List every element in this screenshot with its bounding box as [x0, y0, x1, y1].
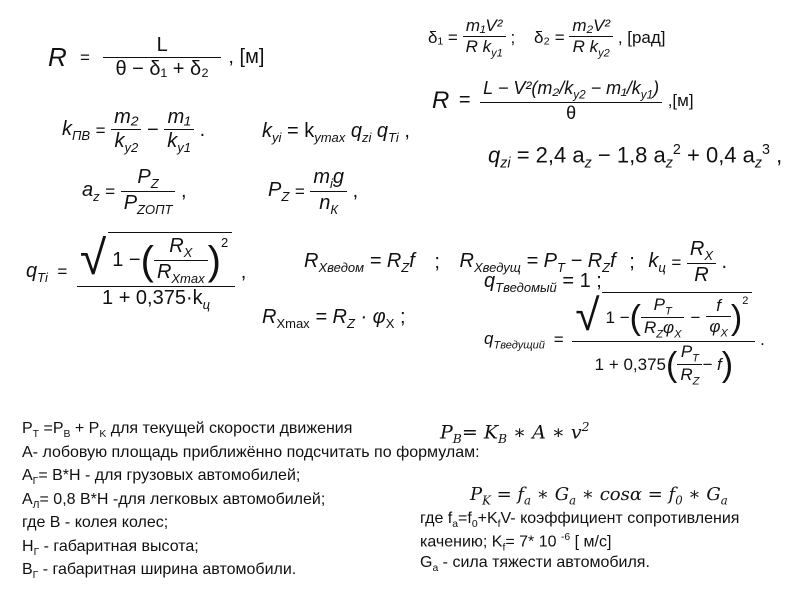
text-left-line: А- лобовую площадь приближённо подсчитать по формулам:: [22, 443, 480, 461]
formula-r-second: R = $\frac{L - V^2(m_2/k_{y2} - m_1/k_{y1})}{\theta}$ ,[м]: [432, 78, 694, 123]
text-left-line: $Н_Г$ - габаритная высота;: [22, 537, 199, 558]
text-left-line: $В_Г$ - габаритная ширина автомобили.: [22, 561, 297, 582]
formula-qti: $q_{Ti}$ = √ 1 −( $\frac{R_X}{R_{Xmax}}$ )$^2$ $1 + 0,375\cdot k_ц$ ,: [26, 232, 247, 312]
text-left-line: $А_Л= 0,8$ В*Н -для легковых автомобилей;: [22, 490, 326, 511]
text-right-line: качению; $K_f= 7*$ 10 $^{-6}$ [ м/с]: [420, 532, 612, 554]
formula-rxmax: $R_{Xmax} = R_Z \cdot \varphi_X$ ;: [262, 306, 406, 331]
formula-qt-vedushy: $q_{Tведущий}$ = √ 1 −( $\frac{P_T}{R_Z\varphi_X}$ − $\frac{f}{\varphi_X}$ )$^2$ 1 + 0,375( $\frac{P_T}{R_Z}$ − f) .: [484, 291, 765, 388]
formula-pb: $P_B= K_B$ ∗ A ∗ 𝑣$^2$: [440, 420, 590, 447]
text-left-line: где В - колея колес;: [22, 514, 169, 531]
formula-r-main: R = $\frac{L}{\text{θ − δ₁ + δ₂}}$ , [м]: [48, 34, 265, 80]
text-left-line: $А_Г= В*Н$ - для грузовых автомобилей;: [22, 467, 301, 488]
formula-az: $a_z$ = $\frac{P_Z}{P_{ZОПТ}}$ ,: [82, 166, 187, 217]
formula-pz: $P_Z$ = $\frac{m_ig}{n_К}$ ,: [268, 166, 359, 217]
formula-rx: $R_{Xведом} = R_Zf$ ; $R_{Xведущ} = P_T - R_Zf$ ; $k_ц$ = $\frac{R_X}{R}$ .: [304, 238, 728, 286]
text-right-line: $G_a$ - сила тяжести автомобиля.: [420, 554, 650, 575]
formula-kyi: $k_{yi} = k_{ymax}$ $q_{zi}$ $q_{Ti}$ ,: [262, 120, 410, 145]
text-right-line: где $f_a=f_0+K_fV-$ коэффициент сопротивления: [420, 510, 740, 531]
formula-deltas: δ₁ = $\frac{\text{m₁V²}}{R k_{y1}}$ ; δ₂ = $\frac{\text{m₂V²}}{R k_{y2}}$ , [рад]: [428, 16, 666, 60]
formula-qzi: $q_{zi} = 2,4$ $a_z - 1,8$ $a_z^2 + 0,4$ $a_z^3$ ,: [488, 142, 783, 172]
formula-kpv: $k_{ПВ}$ = $\frac{\text{m₂}}{k_{y2}}$ − $\frac{\text{m₁}}{k_{y1}}$ .: [62, 106, 206, 155]
text-left-line: $P_T =P_B + P_K$ для текущей скорости движения: [22, 420, 353, 441]
formula-qt-vedomy: $q_{Tведомый} = 1$ ;: [484, 270, 602, 295]
formula-pk: $P_K = f_a$ ∗ $G_a$ ∗ $\cos\alpha = f_0$ ∗ $G_a$: [470, 484, 728, 508]
